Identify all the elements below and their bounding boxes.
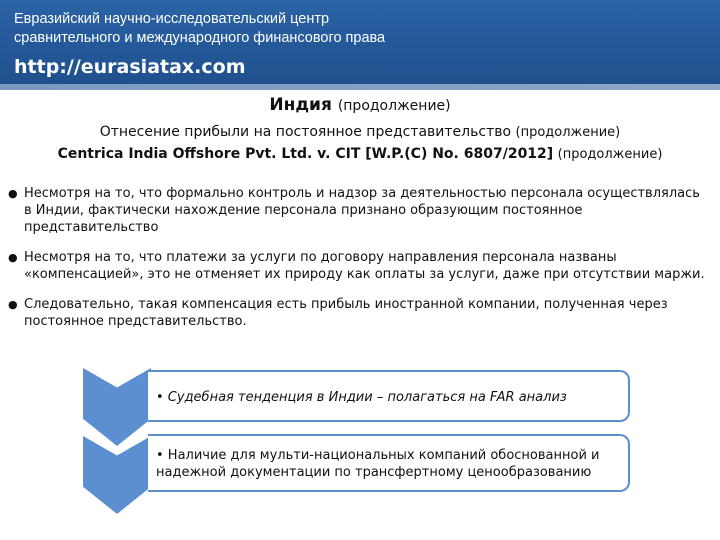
process-step-1	[148, 370, 630, 422]
bullet-text: Следовательно, такая компенсация есть прибыль иностранной компании, полученная через постоянное представительство.	[24, 297, 668, 329]
subtitle-1-text: Отнесение прибыли на постоянное представительство	[99, 124, 512, 140]
process-step-text: • Судебная тенденция в Индии – полагаться на FAR анализ	[156, 390, 567, 405]
process-step-2	[148, 434, 630, 492]
bullet-dot-icon: ●	[8, 251, 18, 264]
slide-title	[0, 95, 720, 115]
website-url[interactable]: http://eurasiatax.com	[14, 56, 246, 78]
bullet-text: Несмотря на то, что платежи за услуги по договору направления персонала названы «компенсацией», это не отменяет их природу как оплаты за услуги, даже при отсутствии маржи.	[24, 250, 705, 282]
bullet-list	[8, 185, 710, 343]
subtitle-1-suffix: (продолжение)	[515, 125, 621, 140]
case-citation: Centrica India Offshore Pvt. Ltd. v. CIT [W.P.(C) No. 6807/2012]	[57, 146, 554, 162]
bullet-text: Несмотря на то, что формально контроль и надзор за деятельностью персонала осуществлялась в Индии, фактически нахождение персонала признано образующим постоянное представительство	[24, 186, 700, 235]
header-divider	[0, 84, 720, 90]
bullet-dot-icon: ●	[8, 298, 18, 311]
org-line-2: сравнительного и международного финансового права	[14, 30, 386, 46]
chevron-arrow-icon	[83, 368, 151, 446]
title-main: Индия	[269, 95, 332, 115]
bullet-item	[8, 185, 710, 236]
subtitle-line-2	[0, 146, 720, 162]
header-banner	[0, 0, 720, 90]
bullet-item	[8, 296, 710, 330]
bullet-dot-icon: ●	[8, 187, 18, 200]
process-step-text: • Наличие для мульти-национальных компаний обоснованной и надежной документации по трансфертному ценообразованию	[156, 448, 600, 480]
title-suffix: (продолжение)	[337, 98, 451, 114]
bullet-item	[8, 249, 710, 283]
subtitle-line-1	[0, 124, 720, 140]
org-line-1: Евразийский научно-исследовательский центр	[14, 11, 330, 27]
subtitle-2-suffix: (продолжение)	[557, 147, 663, 162]
chevron-arrow-icon	[83, 436, 151, 514]
organization-name	[14, 10, 385, 48]
